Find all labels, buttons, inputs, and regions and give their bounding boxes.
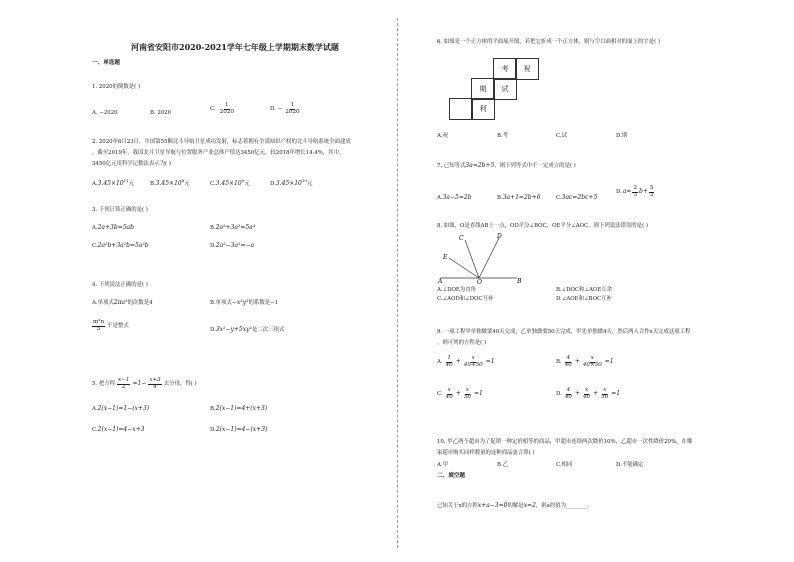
q5-option-a: A.2(x−1)=1−(x+3) bbox=[92, 405, 150, 412]
q4-option-a: A.单项式2πa³的次数是4 bbox=[92, 299, 153, 306]
net-cell-1: 考 bbox=[493, 58, 517, 80]
section-fill-blank: 二、填空题 bbox=[437, 473, 465, 479]
label-o: O bbox=[477, 279, 482, 284]
net-cell-blank bbox=[449, 98, 473, 120]
q7-option-d: D. a= $\frac{2}{3}$ b+ $\frac{5}{3}$ bbox=[616, 185, 654, 198]
q6-stem: 6. 如图是一个正方体的平面展开图，若把它折成一个正方体，则与空白面相对的面上的字是( ) bbox=[437, 39, 661, 45]
label-d: D bbox=[497, 233, 502, 240]
label-b: B bbox=[517, 278, 522, 284]
label-c: C bbox=[459, 235, 464, 242]
q3-option-a: A.2a+3b=5ab bbox=[92, 224, 134, 231]
q6-option-a: A.祝 bbox=[437, 133, 448, 139]
q1-c-fraction: $\frac{1}{2020}$ bbox=[219, 102, 234, 115]
q9-stem-line2: ，则可列的方程是( ) bbox=[437, 340, 487, 346]
q7-stem: 7. 已知等式3a=2b+5，则下列等式中不一定成立的是( ) bbox=[437, 162, 576, 169]
q1-d-label: D. bbox=[270, 105, 276, 112]
q9-stem-line1: 9. 一项工程甲单独做要40天完成，乙单独做要50天完成，甲先单独做4天，然后两人合作x天完成这项工程 bbox=[437, 329, 691, 335]
q9-option-b: B. $\frac{4}{40}$ + $\frac{x}{40\times 50}$ =1 bbox=[556, 355, 614, 368]
q1-option-c bbox=[210, 103, 235, 116]
q4-option-d: D.3x²−y+5xy²是二次三项式 bbox=[210, 326, 285, 333]
q8-option-a: A.∠DOE为直角 bbox=[437, 287, 476, 293]
q10-option-c: C.相同 bbox=[556, 462, 573, 468]
label-a: A bbox=[438, 278, 443, 284]
q5-option-b: B.2(x−1)=4+(x+3) bbox=[210, 405, 268, 412]
q3-option-d: D.2a²−3a²=−a bbox=[210, 242, 255, 249]
q3-stem: 3. 下列计算正确的是( ) bbox=[92, 207, 148, 213]
q2-line3: 3450亿元用科学记数法表示为( ) bbox=[92, 161, 171, 167]
q2-option-a: $A.3.45\times 10^{11}$元 bbox=[92, 178, 135, 187]
q10-stem-line2: 家超市购买同样数量的这种商品更合算( ) bbox=[437, 450, 535, 456]
q7-option-b: B.3a+1=2b+6 bbox=[497, 194, 541, 201]
q9-option-d: D. $\frac{4}{40}$ + $\frac{x}{40}$ + $\frac{x}{50}$ =1 bbox=[556, 387, 621, 400]
q2-option-d: $D.3.45\times 10^{10}$元 bbox=[270, 178, 313, 187]
q8-option-d: D.∠AOE和∠BOC互补 bbox=[556, 296, 612, 302]
ray-oe bbox=[449, 258, 479, 278]
q2-option-b: $B.3.45\times 10^8$元 bbox=[150, 178, 190, 187]
q11-stem: 已知关于x的方程x+a−3=0的解是x=2，则a的值为________. bbox=[437, 502, 590, 509]
q4-stem: 4. 下列说法正确的是( ) bbox=[92, 282, 148, 288]
q6-option-d: D.期 bbox=[616, 133, 628, 139]
q6-option-c: C.试 bbox=[556, 133, 568, 139]
column-divider bbox=[397, 18, 398, 548]
q2-option-c: $C.3.45\times 10^9$元 bbox=[210, 178, 250, 187]
page-title: 河南省安阳市2020-2021学年七年级上学期期末数学试题 bbox=[131, 42, 339, 52]
q8-stem: 8. 如图，O是直线AB上一点，OD平分∠BOC，OE平分∠AOC，则下列说法错误的是( ) bbox=[437, 223, 648, 229]
net-cell-2: 祝 bbox=[515, 58, 539, 80]
q10-option-d: D.不能确定 bbox=[616, 462, 644, 468]
q1-option-b: B. 2020 bbox=[150, 110, 172, 116]
q2-line2: ，截至2019年，我国北斗卫星导航与位置服务产业总体产值达3450亿元，较2018年增长14.4%，其中， bbox=[92, 150, 345, 156]
label-e: E bbox=[443, 254, 448, 261]
ray-od bbox=[479, 238, 499, 278]
ray-oc bbox=[465, 240, 479, 278]
q1-d-sign: − bbox=[277, 105, 283, 112]
q1-option-d bbox=[270, 103, 301, 116]
q4-option-c: $\frac{\text{m²n}}{5}$ 不是整式 bbox=[93, 319, 129, 332]
angle-figure bbox=[437, 232, 527, 284]
q3-option-c: C.2a²b+3a²b=5a²b bbox=[92, 242, 149, 249]
net-cell-3: 期 bbox=[471, 78, 495, 100]
q4-option-b: B.单项式−x²y²的系数是−1 bbox=[210, 299, 278, 306]
q5-option-d: D.2(x−1)=4−(x+3) bbox=[210, 426, 268, 433]
q9-option-c: C. $\frac{x}{40}$ + $\frac{x}{50}$ =1 bbox=[437, 387, 483, 400]
q5-option-c: C.2(x−1)=4−x+3 bbox=[92, 426, 145, 433]
q8-option-c: C.∠AOD和∠DOC互补 bbox=[437, 296, 494, 302]
q10-option-b: B.乙 bbox=[497, 462, 509, 468]
q6-option-b: B.考 bbox=[497, 133, 509, 139]
section-single-choice: 一、单选题 bbox=[92, 60, 120, 66]
q10-option-a: A.甲 bbox=[437, 462, 448, 468]
q8-option-b: B.∠DOC和∠AOE互余 bbox=[556, 287, 612, 293]
q7-option-c: C.3ac=2bc+5 bbox=[556, 194, 598, 201]
q3-option-b: B.2a²+3a²=5a⁴ bbox=[210, 224, 256, 231]
q10-stem-line1: 10. 甲乙两个超市为了促销一种定价相等的商品，甲超市连续两次降价10%，乙超市一次性降价20%，在哪 bbox=[437, 439, 693, 445]
q1-d-fraction: $\frac{1}{2020}$ bbox=[285, 102, 300, 115]
q4-c-fraction: $\frac{\text{m²n}}{5}$ bbox=[93, 319, 105, 332]
q2-line1: 2. 2020年6月23日，中国第55颗北斗导航卫星成功发射，标志着拥有全部知识产权的北斗导航系统全面建成 bbox=[92, 139, 351, 145]
q9-option-a: A. $\frac{1}{40}$ + $\frac{x}{40+50}$ =1 bbox=[437, 355, 495, 368]
net-cell-4: 试 bbox=[493, 78, 517, 100]
q1-c-label: C. bbox=[210, 105, 216, 112]
q5-stem: 5. 把方程 $\frac{x-1}{2}$ =1− $\frac{x+3}{4}$ 去分母，得( ) bbox=[92, 377, 197, 390]
net-cell-5: 利 bbox=[471, 98, 495, 120]
q7-option-a: A.3a−5=2b bbox=[437, 194, 472, 201]
q1-stem: 1. 2020的倒数是( ) bbox=[92, 84, 141, 90]
q1-option-a: A. −2020 bbox=[92, 110, 118, 116]
